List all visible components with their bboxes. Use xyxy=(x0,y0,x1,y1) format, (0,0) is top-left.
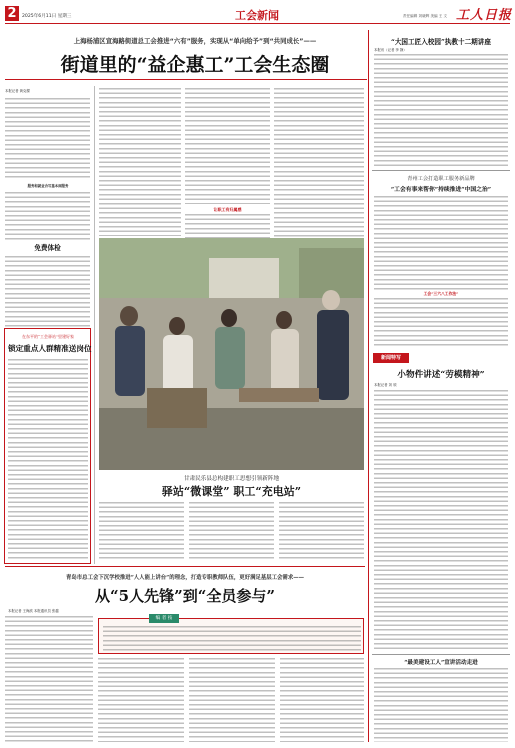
right-feature-byline: 本报记者 刘 颂 xyxy=(374,383,397,387)
center-text-col-2 xyxy=(185,88,270,204)
left-column xyxy=(5,84,90,564)
sub-story-box xyxy=(4,328,91,564)
page-header xyxy=(0,0,515,26)
editor-line: 责任编辑 刘晓辉 美编 王 文 xyxy=(403,14,448,18)
bottom-rule xyxy=(5,566,365,567)
date-line: 2025年6月11日 星期三 xyxy=(22,14,72,19)
bottom-title: 从“5人先锋”到“全员参与” xyxy=(95,587,275,605)
lead-byline: 本报记者 黄克樑 xyxy=(5,89,30,93)
lead-body-text-1 xyxy=(5,98,90,180)
right-mid-body-1 xyxy=(374,196,508,290)
photo-scene xyxy=(99,238,364,470)
photo-caption-title: 甘肃民乐县总构建职工思想引领新阵地 xyxy=(183,476,280,482)
bottom-col-4 xyxy=(280,658,364,742)
news-feature-label: 新闻特写 xyxy=(380,355,401,361)
right-feature-body xyxy=(374,390,508,652)
header-rule xyxy=(5,23,510,24)
bottom-col-2 xyxy=(98,658,184,742)
lead-title: 街道里的“益企惠工”工会生态圈 xyxy=(60,54,330,76)
subhead-checkup: 免费体检 xyxy=(34,244,61,252)
box-body-text xyxy=(8,359,88,559)
box-kicker: 在东平的“工会驿站”里建好家 xyxy=(21,334,75,339)
lead-kicker: 上海杨浦区宣海路街道总工会推进“六有”服务，实现从“单向给予”到“共同成长”—— xyxy=(73,37,317,45)
subhead-belonging: 让职工有归属感 xyxy=(213,207,242,212)
page-number: 2 xyxy=(7,6,17,21)
right-bottom-title: “最美建设工人”宣讲活动走进 xyxy=(404,660,478,666)
bottom-byline: 本报记者 王海滨 本报通讯员 张越 xyxy=(8,609,59,613)
photo-story-col-1 xyxy=(99,502,184,562)
right-mid-title: “工会有事来帮你”持续推进“中国之治” xyxy=(390,187,492,193)
photo-story-col-3 xyxy=(279,502,364,562)
page-number-badge xyxy=(5,6,19,21)
lead-rule xyxy=(5,79,367,80)
news-photo xyxy=(99,238,364,470)
right-top-byline: 本报讯（记者 李 静） xyxy=(374,48,407,52)
right-mid-subhead: 工会“三六八工作法” xyxy=(423,291,459,296)
right-mid-body-2 xyxy=(374,298,508,348)
editorial-note-text xyxy=(103,626,361,652)
right-top-body xyxy=(374,54,508,166)
lead-body-text-3 xyxy=(5,256,90,328)
right-mid-story xyxy=(372,172,510,352)
section-title: 工会新闻 xyxy=(235,9,279,22)
right-feature-title: 小物件讲述“劳模精神” xyxy=(397,370,485,380)
bottom-kicker: 青岛市总工会下沉学校推进“人人能上讲台”的理念，打造专职教师队伍，更好满足基层工会需求—— xyxy=(66,575,304,581)
news-feature-badge xyxy=(373,353,409,363)
box-title: 锁定重点人群精准送岗位 xyxy=(8,344,92,353)
main-divider xyxy=(368,30,369,742)
subhead-service: 服务和就业合写基本面服务 xyxy=(27,184,69,188)
right-top-story xyxy=(372,30,510,170)
right-bottom-body xyxy=(374,668,508,742)
right-mid-kicker: 青州工会打造职工服务新品牌 xyxy=(407,176,475,182)
right-rule-2 xyxy=(372,654,510,655)
photo-story-col-2 xyxy=(189,502,274,562)
center-text-col-1 xyxy=(99,88,181,236)
editorial-label xyxy=(149,614,179,623)
column-divider-1 xyxy=(94,86,95,564)
right-rule-1 xyxy=(372,170,510,171)
right-feature-story xyxy=(372,364,510,654)
bottom-col-3 xyxy=(189,658,275,742)
lead-body-text-2 xyxy=(5,192,90,240)
bottom-col-1 xyxy=(5,616,93,742)
editorial-note-box xyxy=(98,618,364,654)
editorial-label-text: 编 者 按 xyxy=(155,616,173,621)
masthead-logo: 工人日报 xyxy=(456,8,513,23)
right-top-title: “大国工匠入校园”执教十二期讲座 xyxy=(391,38,491,46)
center-text-col-3 xyxy=(274,88,364,238)
photo-headline: 驿站“微课堂” 职工“充电站” xyxy=(161,485,302,498)
